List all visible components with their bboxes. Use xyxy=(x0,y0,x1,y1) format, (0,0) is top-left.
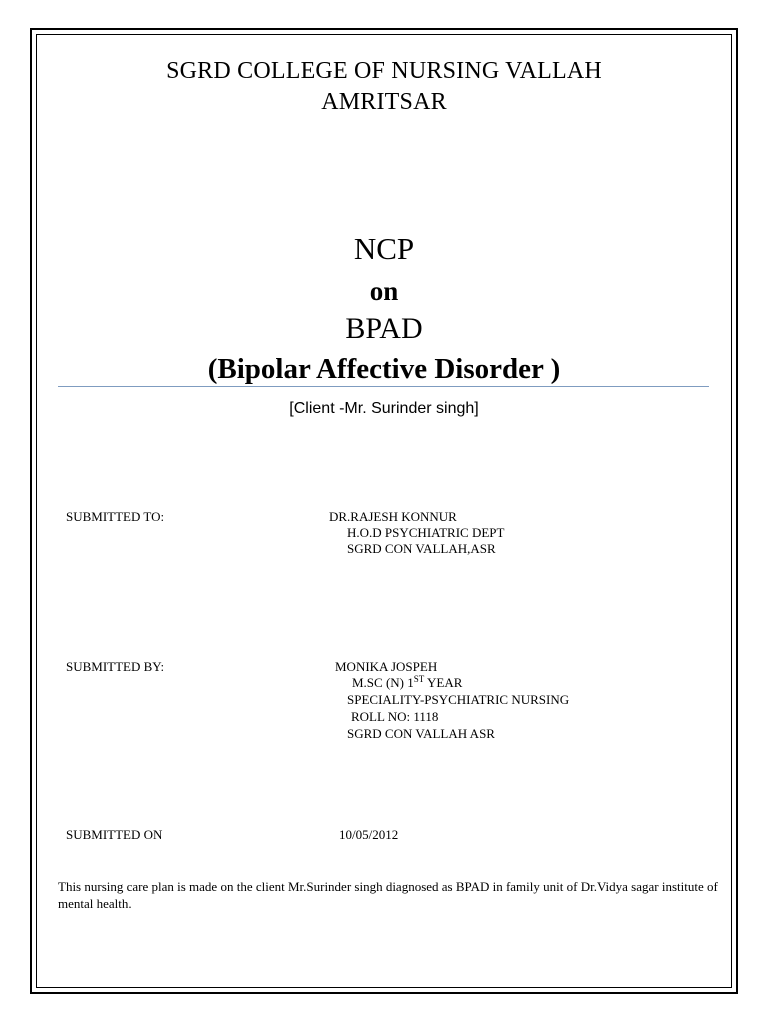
submitted-by-speciality: SPECIALITY-PSYCHIATRIC NURSING xyxy=(347,692,570,707)
submitted-by-name: MONIKA JOSPEH xyxy=(335,659,438,674)
submitted-on-date: 10/05/2012 xyxy=(339,827,399,842)
submitted-by-roll: ROLL NO: 1118 xyxy=(351,709,439,724)
course-superscript: ST xyxy=(413,674,425,684)
submitted-by-institution: SGRD CON VALLAH ASR xyxy=(347,726,495,741)
college-name-line1: SGRD COLLEGE OF NURSING VALLAH xyxy=(166,58,602,84)
submitted-to-institution: SGRD CON VALLAH,ASR xyxy=(347,541,496,556)
footer-note: This nursing care plan is made on the client Mr.Surinder singh diagnosed as BPAD in family unit of Dr.Vidya sagar institute of mental health. xyxy=(58,879,718,911)
course-prefix: M.SC (N) 1 xyxy=(352,675,414,690)
title-bpad: BPAD xyxy=(345,312,423,345)
submitted-by-label: SUBMITTED BY: xyxy=(66,659,165,674)
submitted-to-label: SUBMITTED TO: xyxy=(66,509,165,524)
title-on: on xyxy=(369,276,399,306)
course-suffix: YEAR xyxy=(424,675,463,690)
submitted-by-course xyxy=(352,675,462,691)
title-full-form: (Bipolar Affective Disorder ) xyxy=(207,353,561,385)
title-ncp: NCP xyxy=(353,231,415,266)
title-underline xyxy=(58,386,709,387)
college-name-line2: AMRITSAR xyxy=(321,89,447,115)
client-name: [Client -Mr. Surinder singh] xyxy=(289,400,479,417)
submitted-to-dept: H.O.D PSYCHIATRIC DEPT xyxy=(347,525,505,540)
submitted-on-label: SUBMITTED ON xyxy=(66,827,163,842)
submitted-to-name: DR.RAJESH KONNUR xyxy=(329,509,457,524)
